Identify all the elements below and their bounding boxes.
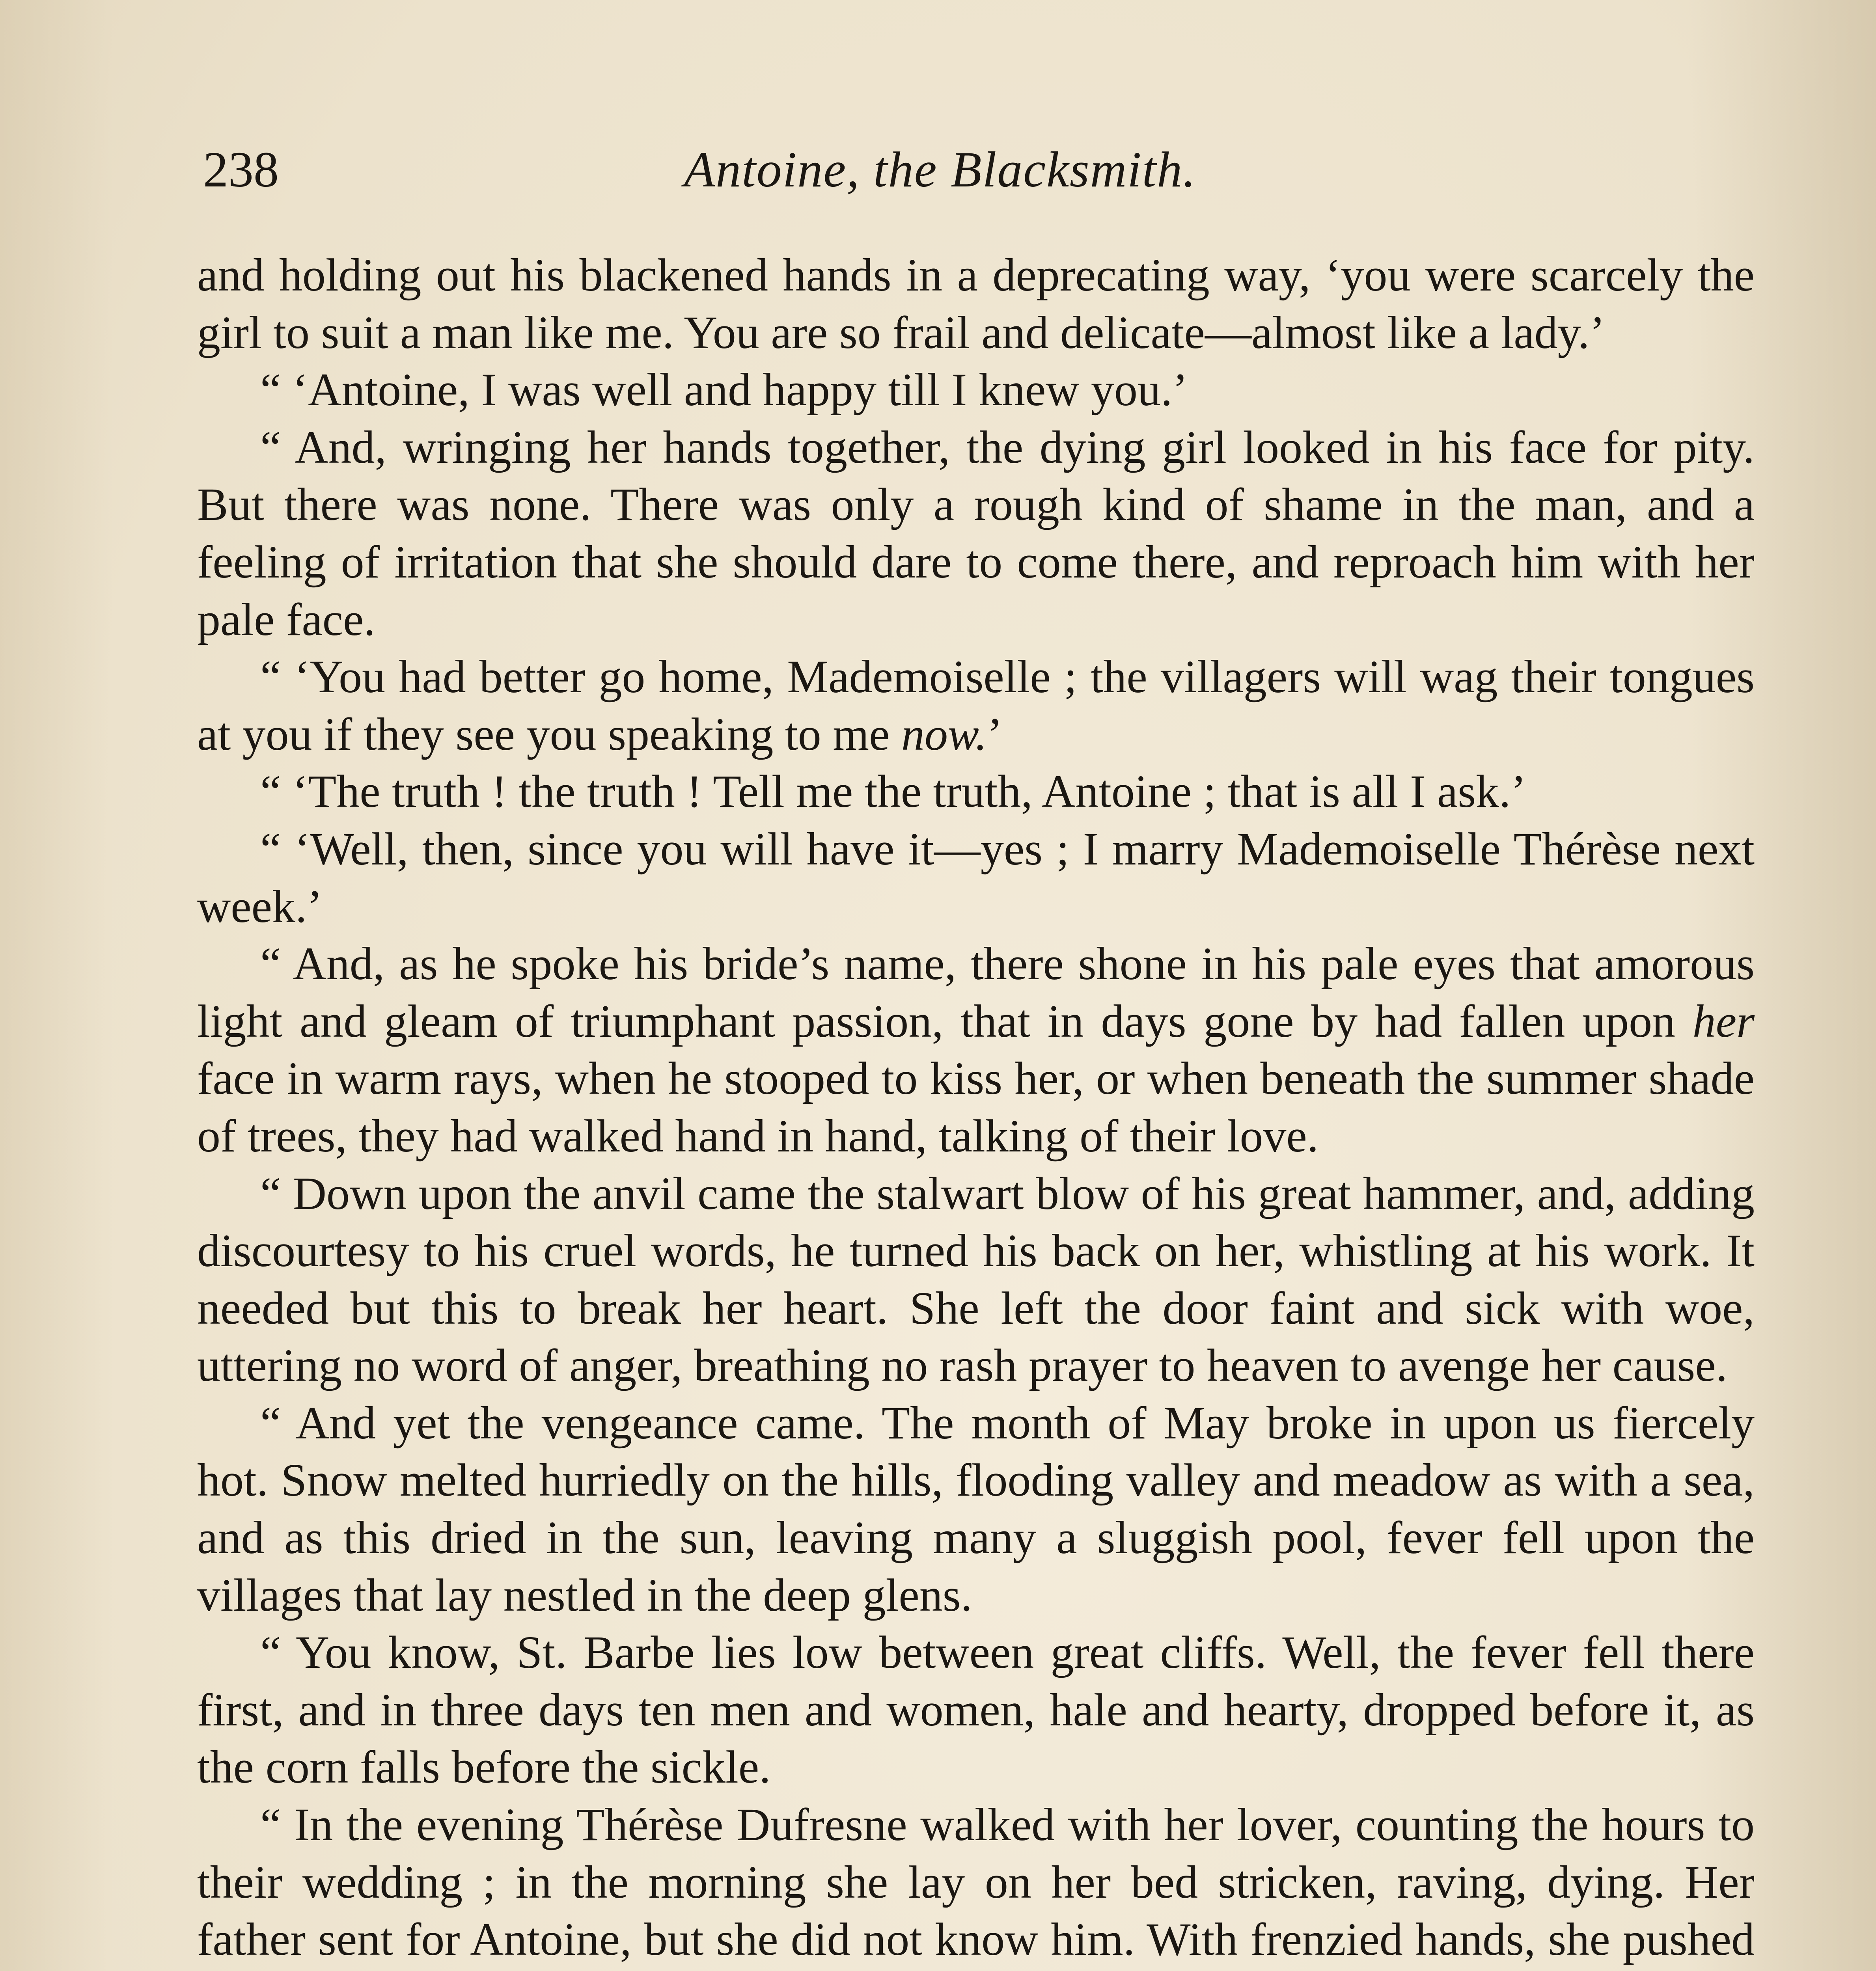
running-title: Antoine, the Blacksmith. (684, 142, 1197, 197)
paragraph: “ ‘Antoine, I was well and happy till I knew you.’ (260, 364, 1188, 416)
paragraph: “ ‘The truth ! the truth ! Tell me the truth, Antoine ; that is all I ask.’ (260, 766, 1526, 818)
paragraph: “ You know, St. Barbe lies low between great cliffs. Well, the fever fell there first, and in three days ten men and women, hale and hearty, dropped before it, as the corn falls before the sickle. (197, 1626, 1755, 1793)
page-number: 238 (203, 142, 279, 197)
paragraph: and holding out his blackened hands in a deprecating way, ‘you were scarcely the girl to suit a man like me. You are so frail and delicate—almost like a lady.’ (197, 249, 1755, 358)
body-text (197, 246, 1755, 1971)
paragraph: “ In the evening Thérèse Dufresne walked with her lover, counting the hours to their wedding ; in the morning she lay on her bed stricken, raving, dying. Her father sent for Antoine, but she did not know him. With frenzied hands, she pushed (197, 1799, 1755, 1965)
paragraph: “ Down upon the anvil came the stalwart blow of his great hammer, and, adding discourtesy to his cruel words, he turned his back on her, whistling at his work. It needed but this to break her heart. She left the door faint and sick with woe, uttering no word of anger, breathing no rash prayer to heaven to avenge her cause. (197, 1167, 1755, 1392)
paragraph-text: ’ (987, 708, 1003, 760)
paragraph (197, 648, 1755, 763)
paragraph-text: face in warm rays, when he stooped to kiss her, or when beneath the summer shade of trees, they had walked hand in hand, talking of their love. (197, 1053, 1755, 1162)
paragraph-text: “ And, as he spoke his bride’s name, there shone in his pale eyes that amorous light and gleam of triumphant passion, that in days gone by had fallen upon (197, 938, 1755, 1047)
page-header (203, 130, 1693, 209)
paragraph: “ And, wringing her hands together, the dying girl looked in his face for pity. But there was none. There was only a rough kind of shame in the man, and a feeling of irritation that she should dare to come there, and reproach him with her pale face. (197, 421, 1755, 645)
paragraph (197, 935, 1755, 1164)
paragraph: “ ‘Well, then, since you will have it—yes ; I marry Mademoiselle Thérèse next week.’ (197, 823, 1755, 932)
paragraph-text: “ ‘You had better go home, Mademoiselle ; the villagers will wag their tongues at you if they see you speaking to me (197, 651, 1755, 760)
italic-word: now. (901, 708, 987, 760)
italic-word: her (1692, 995, 1755, 1047)
paragraph: “ And yet the vengeance came. The month of May broke in upon us fiercely hot. Snow melted hurriedly on the hills, flooding valley and meadow as with a sea, and as this dried in the sun, leaving many a sluggish pool, fever fell upon the villages that lay nestled in the deep glens. (197, 1397, 1755, 1621)
